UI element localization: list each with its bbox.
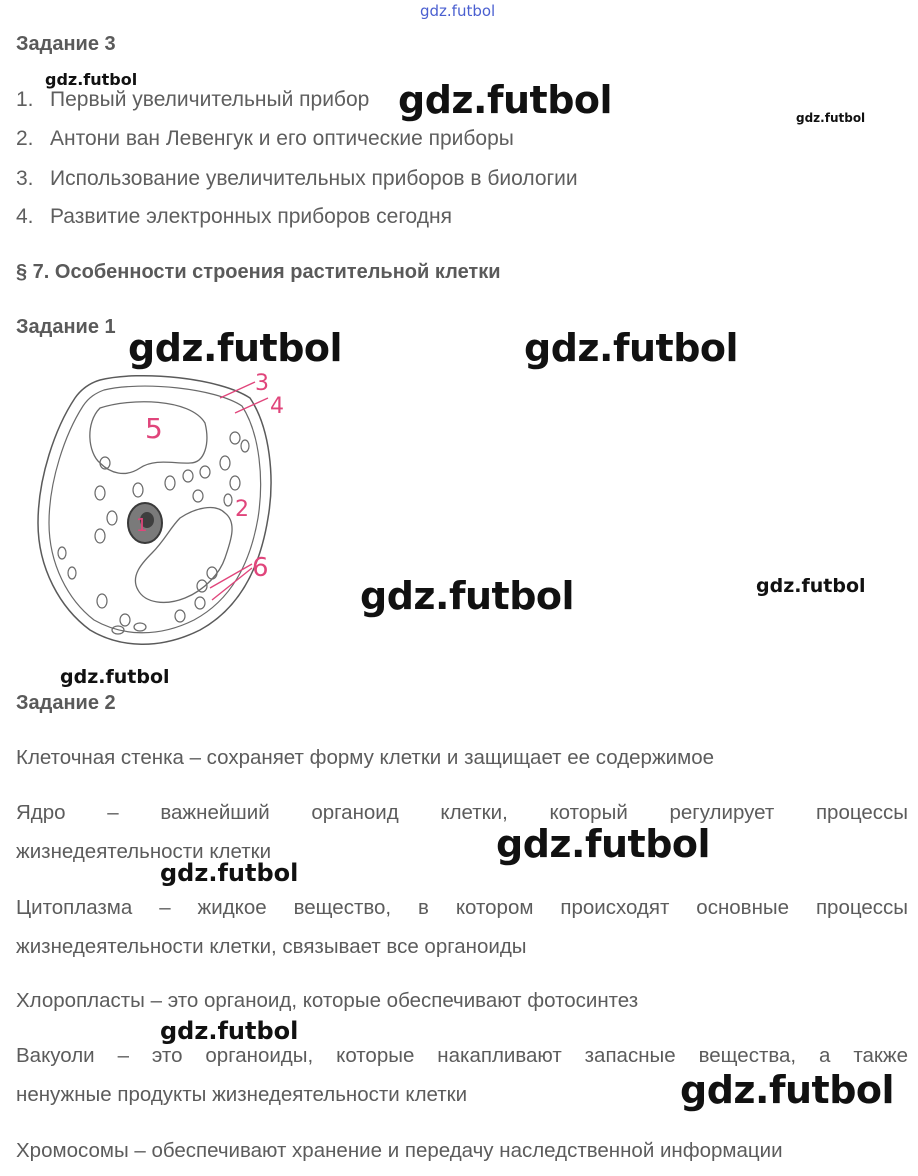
definition-paragraph <box>16 793 908 871</box>
chloroplast <box>120 614 130 626</box>
chloroplast <box>220 456 230 470</box>
list-item <box>16 127 514 151</box>
task1-heading: Задание 1 <box>16 316 116 338</box>
chloroplast <box>68 567 76 579</box>
chloroplast <box>133 483 143 497</box>
list-item <box>16 167 578 191</box>
chloroplast <box>95 529 105 543</box>
chloroplast <box>224 494 232 506</box>
watermark: gdz.futbol <box>680 1068 895 1112</box>
diagram-label: 6 <box>252 553 269 583</box>
paragraph-line: ненужные продукты жизнедеятельности клетки <box>16 1083 468 1106</box>
chloroplast <box>207 567 217 579</box>
list-item-text: Развитие электронных приборов сегодня <box>50 205 452 228</box>
watermark: gdz.futbol <box>45 70 138 89</box>
watermark: gdz.futbol <box>360 574 575 618</box>
chloroplast <box>230 476 240 490</box>
chloroplast <box>230 432 240 444</box>
chloroplast <box>200 466 210 478</box>
watermark: gdz.futbol <box>796 111 866 125</box>
watermark: gdz.futbol <box>398 78 613 122</box>
paragraph-line: Вакуоли – это органоиды, которые накапливают запасные вещества, а также <box>16 1044 908 1067</box>
paragraph-line: жизнедеятельности клетки <box>16 840 272 863</box>
watermark: gdz.futbol <box>128 326 343 370</box>
diagram-label: 5 <box>145 412 163 445</box>
definition-paragraph <box>16 738 908 777</box>
chloroplast <box>165 476 175 490</box>
paragraph-line: Клеточная стенка – сохраняет форму клетки и защищает ее содержимое <box>16 746 715 769</box>
paragraph-line: Хлоропласты – это органоид, которые обеспечивают фотосинтез <box>16 989 639 1012</box>
watermark: gdz.futbol <box>60 666 170 688</box>
list-item <box>16 88 369 112</box>
diagram-label: 1 <box>136 515 148 536</box>
definition-paragraph <box>16 981 908 1020</box>
diagram-label: 2 <box>235 497 249 522</box>
chloroplast <box>95 486 105 500</box>
watermark: gdz.futbol <box>524 326 739 370</box>
list-item-text: Антони ван Левенгук и его оптические приборы <box>50 127 514 150</box>
chloroplast <box>175 610 185 622</box>
watermark: gdz.futbol <box>756 575 866 597</box>
list-item-number: 2. <box>16 127 34 150</box>
paragraph-line: Цитоплазма – жидкое вещество, в котором происходят основные процессы <box>16 896 908 919</box>
section-title: § 7. Особенности строения растительной клетки <box>16 261 501 283</box>
chloroplast <box>193 490 203 502</box>
chloroplast <box>195 597 205 609</box>
list-item-text: Первый увеличительный прибор <box>50 88 370 111</box>
paragraph-line: Хромосомы – обеспечивают хранение и передачу наследственной информации <box>16 1139 783 1162</box>
diagram-label: 3 <box>255 371 269 396</box>
chloroplast <box>107 511 117 525</box>
definition-paragraph <box>16 1131 908 1170</box>
list-item-text: Использование увеличительных приборов в биологии <box>50 167 578 190</box>
paragraph-line: жизнедеятельности клетки, связывает все органоиды <box>16 935 527 958</box>
paragraph-line: Ядро – важнейший органоид клетки, который регулирует процессы <box>16 801 908 824</box>
chloroplast <box>183 470 193 482</box>
list-item-number: 3. <box>16 167 34 190</box>
pointer-line <box>220 382 255 398</box>
chloroplast <box>97 594 107 608</box>
watermark: gdz.futbol <box>160 859 299 887</box>
watermark: gdz.futbol <box>160 1017 299 1045</box>
watermark: gdz.futbol <box>420 2 496 20</box>
watermark: gdz.futbol <box>496 822 711 866</box>
chloroplast <box>58 547 66 559</box>
definition-paragraph <box>16 888 908 966</box>
list-item <box>16 205 452 229</box>
list-item-number: 1. <box>16 88 34 111</box>
task2-heading: Задание 2 <box>16 692 116 714</box>
chloroplast <box>134 623 146 631</box>
plant-cell-diagram <box>30 368 290 658</box>
task3-heading: Задание 3 <box>16 33 116 55</box>
diagram-label: 4 <box>270 394 284 419</box>
list-item-number: 4. <box>16 205 34 228</box>
chloroplast <box>241 440 249 452</box>
